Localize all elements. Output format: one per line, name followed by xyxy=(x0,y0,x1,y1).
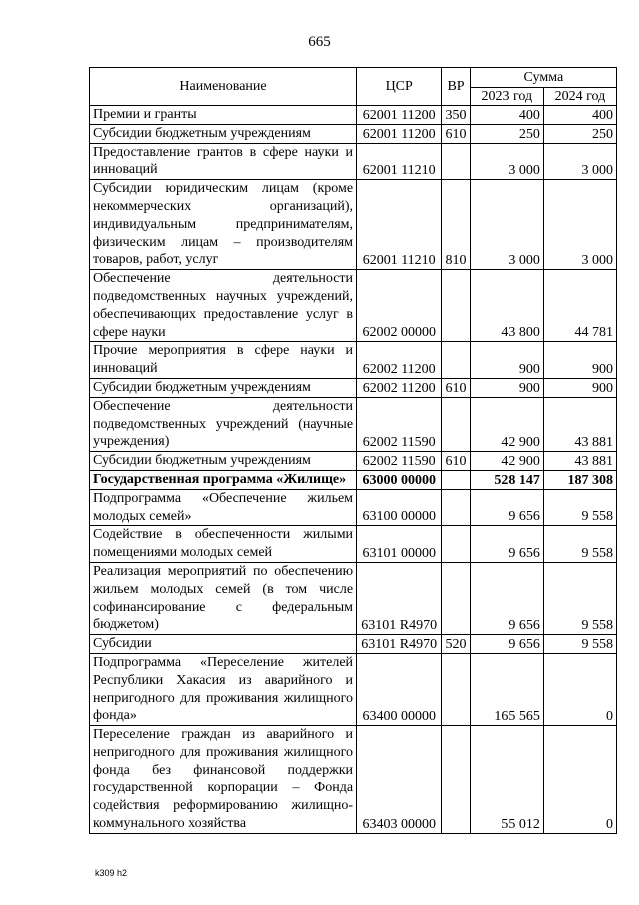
row-2023: 9 656 xyxy=(470,562,543,634)
row-2024: 9 558 xyxy=(543,635,616,654)
row-csr: 62001 11210 xyxy=(357,180,442,270)
row-vr xyxy=(442,342,470,379)
table-row xyxy=(90,452,617,471)
row-vr: 610 xyxy=(442,452,470,471)
row-2024: 43 881 xyxy=(543,452,616,471)
row-csr: 63000 00000 xyxy=(357,470,442,489)
row-name: Субсидии юридическим лицам (кроме некоммерческих организаций), индивидуальным предпринимателям, физическим лицам – производителям товаров, работ, услуг xyxy=(90,180,357,270)
footer-code: k309 h2 xyxy=(95,868,128,878)
row-2024: 9 558 xyxy=(543,562,616,634)
table-row xyxy=(90,270,617,342)
row-csr: 63101 00000 xyxy=(357,526,442,563)
column-header-vr: ВР xyxy=(442,68,470,106)
row-2024: 44 781 xyxy=(543,270,616,342)
row-vr xyxy=(442,653,470,725)
row-2024: 0 xyxy=(543,653,616,725)
row-vr xyxy=(442,526,470,563)
row-name: Переселение граждан из аварийного и непригодного для проживания жилищного фонда без финансовой поддержки государственной корпорации – Фонда содействия реформированию жилищно-коммунального хозяйства xyxy=(90,726,357,834)
row-vr: 350 xyxy=(442,106,470,125)
column-header-2024: 2024 год xyxy=(543,88,616,106)
row-2023: 42 900 xyxy=(470,452,543,471)
table-row xyxy=(90,378,617,397)
row-2023: 900 xyxy=(470,342,543,379)
row-2023: 250 xyxy=(470,124,543,143)
table-row-program xyxy=(90,470,617,489)
table-row xyxy=(90,106,617,125)
row-2024: 900 xyxy=(543,342,616,379)
row-name: Предоставление грантов в сфере науки и инноваций xyxy=(90,143,357,180)
row-vr: 810 xyxy=(442,180,470,270)
row-csr: 62001 11200 xyxy=(357,106,442,125)
page-number: 665 xyxy=(308,34,331,50)
budget-table xyxy=(89,67,617,834)
row-2023: 9 656 xyxy=(470,635,543,654)
row-2023: 9 656 xyxy=(470,489,543,526)
table-row xyxy=(90,489,617,526)
row-name: Содействие в обеспеченности жилыми помещениями молодых семей xyxy=(90,526,357,563)
row-csr: 62002 11590 xyxy=(357,452,442,471)
row-vr: 610 xyxy=(442,378,470,397)
column-header-2023: 2023 год xyxy=(470,88,543,106)
row-2023: 165 565 xyxy=(470,653,543,725)
row-2024: 0 xyxy=(543,726,616,834)
row-vr xyxy=(442,270,470,342)
row-name: Реализация мероприятий по обеспечению жильем молодых семей (в том числе софинансирование с федеральным бюджетом) xyxy=(90,562,357,634)
row-vr xyxy=(442,397,470,451)
table-row xyxy=(90,562,617,634)
table-row xyxy=(90,526,617,563)
row-csr: 63100 00000 xyxy=(357,489,442,526)
row-name: Подпрограмма «Обеспечение жильем молодых семей» xyxy=(90,489,357,526)
row-name: Подпрограмма «Переселение жителей Республики Хакасия из аварийного и непригодного для проживания жилищного фонда» xyxy=(90,653,357,725)
row-name: Государственная программа «Жилище» xyxy=(90,470,357,489)
row-vr xyxy=(442,562,470,634)
row-2024: 9 558 xyxy=(543,526,616,563)
row-csr: 63101 R4970 xyxy=(357,562,442,634)
row-2023: 55 012 xyxy=(470,726,543,834)
row-csr: 63403 00000 xyxy=(357,726,442,834)
table-row xyxy=(90,635,617,654)
table-row xyxy=(90,397,617,451)
row-2024: 9 558 xyxy=(543,489,616,526)
row-csr: 62002 11200 xyxy=(357,378,442,397)
row-vr xyxy=(442,143,470,180)
row-2024: 3 000 xyxy=(543,143,616,180)
row-csr: 62002 11200 xyxy=(357,342,442,379)
row-2023: 43 800 xyxy=(470,270,543,342)
table-row xyxy=(90,143,617,180)
table-row xyxy=(90,653,617,725)
row-csr: 63400 00000 xyxy=(357,653,442,725)
table-row xyxy=(90,124,617,143)
column-header-csr: ЦСР xyxy=(357,68,442,106)
row-vr xyxy=(442,726,470,834)
row-2024: 400 xyxy=(543,106,616,125)
row-2023: 528 147 xyxy=(470,470,543,489)
table-row xyxy=(90,342,617,379)
row-2024: 3 000 xyxy=(543,180,616,270)
row-name: Субсидии бюджетным учреждениям xyxy=(90,378,357,397)
row-2024: 250 xyxy=(543,124,616,143)
row-2024: 43 881 xyxy=(543,397,616,451)
row-name: Субсидии бюджетным учреждениям xyxy=(90,124,357,143)
row-2023: 900 xyxy=(470,378,543,397)
row-vr xyxy=(442,489,470,526)
row-csr: 62001 11200 xyxy=(357,124,442,143)
row-2024: 900 xyxy=(543,378,616,397)
row-2023: 400 xyxy=(470,106,543,125)
table-row xyxy=(90,726,617,834)
row-vr xyxy=(442,470,470,489)
row-csr: 62001 11210 xyxy=(357,143,442,180)
row-2023: 3 000 xyxy=(470,143,543,180)
row-name: Прочие мероприятия в сфере науки и инноваций xyxy=(90,342,357,379)
row-vr: 520 xyxy=(442,635,470,654)
row-name: Субсидии бюджетным учреждениям xyxy=(90,452,357,471)
row-name: Обеспечение деятельности подведомственных научных учреждений, обеспечивающих предоставление услуг в сфере науки xyxy=(90,270,357,342)
row-2023: 9 656 xyxy=(470,526,543,563)
row-csr: 63101 R4970 xyxy=(357,635,442,654)
row-name: Субсидии xyxy=(90,635,357,654)
row-2023: 3 000 xyxy=(470,180,543,270)
row-2024: 187 308 xyxy=(543,470,616,489)
row-name: Обеспечение деятельности подведомственных учреждений (научные учреждения) xyxy=(90,397,357,451)
column-header-sum: Сумма xyxy=(470,68,616,88)
row-vr: 610 xyxy=(442,124,470,143)
table-row xyxy=(90,180,617,270)
column-header-name: Наименование xyxy=(90,68,357,106)
row-2023: 42 900 xyxy=(470,397,543,451)
row-name: Премии и гранты xyxy=(90,106,357,125)
row-csr: 62002 11590 xyxy=(357,397,442,451)
row-csr: 62002 00000 xyxy=(357,270,442,342)
